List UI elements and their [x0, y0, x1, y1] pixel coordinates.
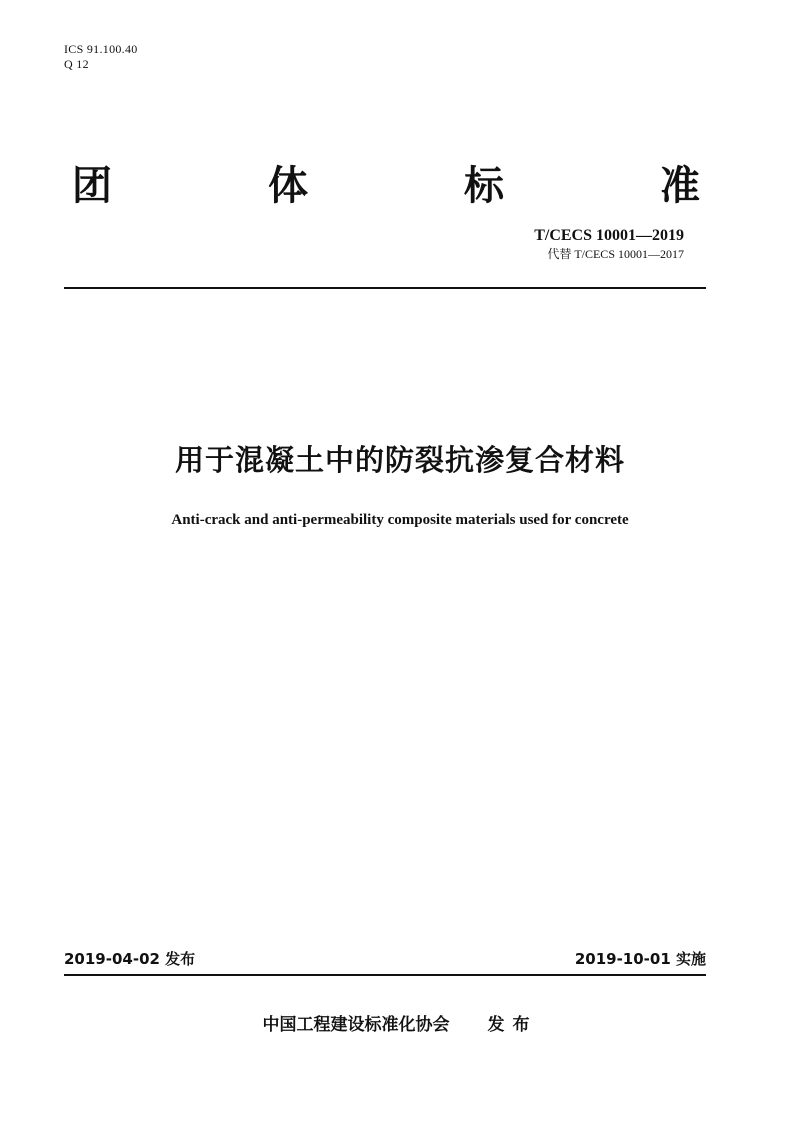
classification-codes: [64, 42, 138, 72]
footer-divider: [64, 974, 706, 976]
category-char-3: 标: [464, 162, 504, 209]
ics-code: ICS 91.100.40: [64, 42, 138, 56]
category-char-2: 体: [268, 162, 308, 209]
publisher-line: [0, 1012, 800, 1038]
effective-date: 2019-10-01 实施: [574, 950, 706, 968]
title-english: Anti-crack and anti-permeability composite materials used for concrete: [171, 512, 629, 528]
ccs-code: Q 12: [64, 57, 89, 71]
replaced-standard-number: 代替 T/CECS 10001—2017: [547, 247, 684, 261]
document-category-heading: [72, 152, 700, 212]
header-divider: [64, 287, 706, 289]
category-char-1: 团: [72, 162, 112, 209]
publisher-name: 中国工程建设标准化协会: [262, 1015, 450, 1035]
title-chinese: 用于混凝土中的防裂抗渗复合材料: [174, 443, 625, 477]
date-row: [64, 948, 706, 970]
standard-number: T/CECS 10001—2019: [534, 227, 684, 244]
category-char-4: 准: [660, 162, 700, 209]
issue-date: 2019-04-02 发布: [64, 950, 196, 968]
publish-label: 发布: [487, 1015, 538, 1035]
standard-code-block: [534, 226, 684, 262]
